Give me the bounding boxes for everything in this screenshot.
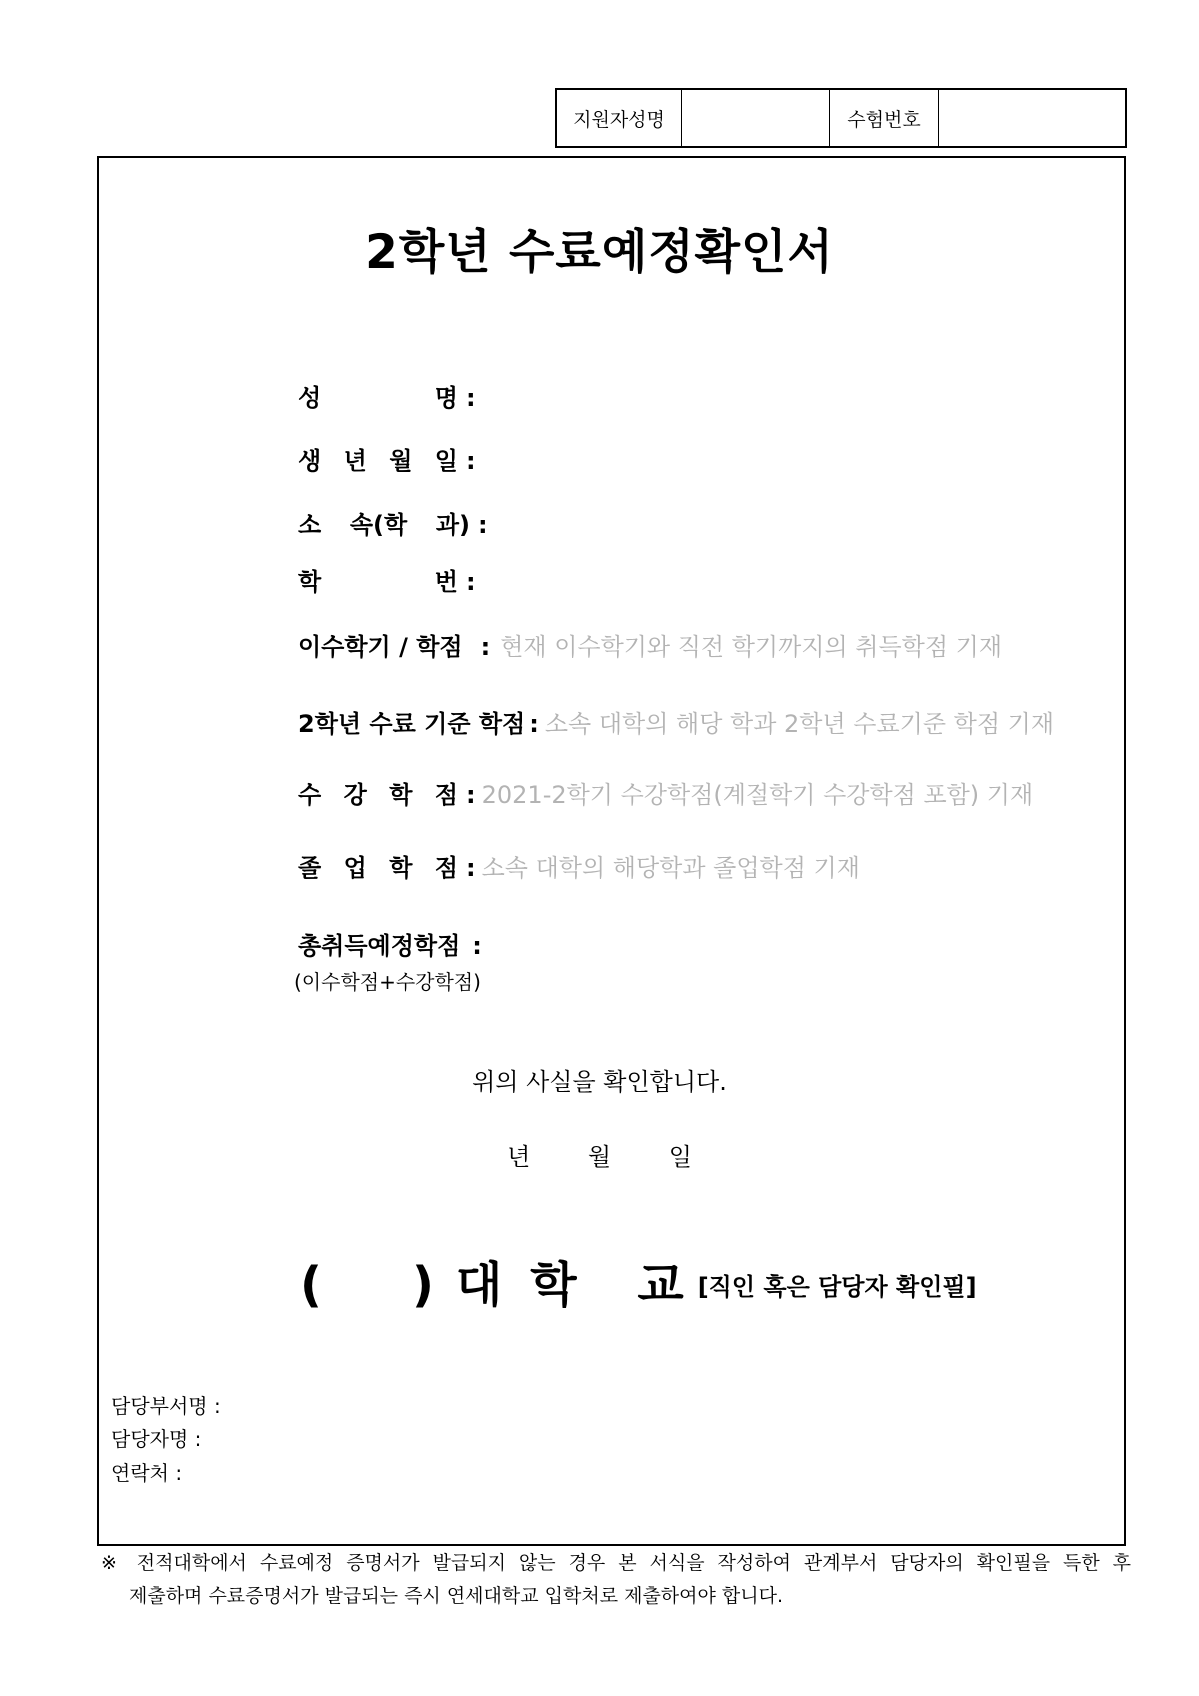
name-colon: : xyxy=(466,384,476,412)
university-close-paren: )대 xyxy=(411,1257,525,1313)
document-title: 2학년 수료예정확인서 xyxy=(365,225,834,280)
affiliation-label: 소 속(학 과) xyxy=(298,511,470,539)
contact-dept: 담당부서명 : xyxy=(111,1394,221,1418)
exam-number-label: 수험번호 xyxy=(830,90,939,146)
exam-number-field[interactable] xyxy=(939,90,1125,146)
field-student-id xyxy=(298,562,476,597)
confirm-text: 위의 사실을 확인합니다. xyxy=(472,1068,727,1096)
field-total-expected xyxy=(298,926,482,961)
enrolled-colon: : xyxy=(466,781,476,809)
footnote xyxy=(101,1547,1131,1613)
applicant-info-table xyxy=(555,88,1127,148)
footnote-line-1: ※ 전적대학에서 수료예정 증명서가 발급되지 않는 경우 본 서식을 작성하여 관계부서 담당자의 확인필을 득한 후 xyxy=(101,1552,1131,1574)
university-word: 학 교 xyxy=(530,1257,706,1313)
field-graduation-credits xyxy=(298,848,860,883)
graduation-label: 졸 업 학 점 xyxy=(298,854,458,882)
completed-label: 이수학기 / 학점 xyxy=(298,633,463,661)
total-expected-label: 총취득예정학점 xyxy=(298,932,461,960)
contact-person: 담당자명 : xyxy=(111,1427,202,1451)
field-name xyxy=(298,378,476,413)
enrolled-hint: 2021-2학기 수강학점(계절학기 수강학점 포함) 기재 xyxy=(481,781,1034,809)
completed-colon: : xyxy=(480,633,491,661)
university-seal-line xyxy=(300,1246,977,1315)
student-id-label: 학 번 xyxy=(298,568,458,596)
completed-hint: 현재 이수학기와 직전 학기까지의 취득학점 기재 xyxy=(500,633,1003,661)
name-label: 성 명 xyxy=(298,384,458,412)
birth-colon: : xyxy=(466,447,476,475)
year2-criteria-colon: : xyxy=(529,710,539,738)
year2-criteria-label: 2학년 수료 기준 학점 xyxy=(298,710,526,738)
field-year2-criteria xyxy=(298,704,1054,739)
year2-criteria-hint: 소속 대학의 해당 학과 2학년 수료기준 학점 기재 xyxy=(544,710,1055,738)
applicant-name-field[interactable] xyxy=(682,90,830,146)
total-expected-sub: (이수학점+수강학점) xyxy=(294,970,481,994)
graduation-colon: : xyxy=(466,854,476,882)
enrolled-label: 수 강 학 점 xyxy=(298,781,458,809)
field-completed-credits xyxy=(298,627,1002,662)
field-birth xyxy=(298,441,476,476)
graduation-hint: 소속 대학의 해당학과 졸업학점 기재 xyxy=(481,854,860,882)
seal-note: [직인 혹은 담당자 확인필] xyxy=(697,1273,977,1301)
applicant-name-label: 지원자성명 xyxy=(557,90,682,146)
university-open-paren: ( xyxy=(300,1257,322,1313)
student-id-colon: : xyxy=(466,568,476,596)
contact-phone: 연락처 : xyxy=(111,1461,183,1485)
footnote-line-2: 제출하며 수료증명서가 발급되는 즉시 연세대학교 입학처로 제출하여야 합니다. xyxy=(129,1585,784,1607)
total-expected-colon: : xyxy=(472,932,482,960)
affiliation-colon: : xyxy=(478,511,488,539)
date-line: 년 월 일 xyxy=(507,1143,692,1171)
birth-label: 생 년 월 일 xyxy=(298,447,458,475)
field-affiliation xyxy=(298,505,488,540)
field-enrolled-credits xyxy=(298,775,1033,810)
